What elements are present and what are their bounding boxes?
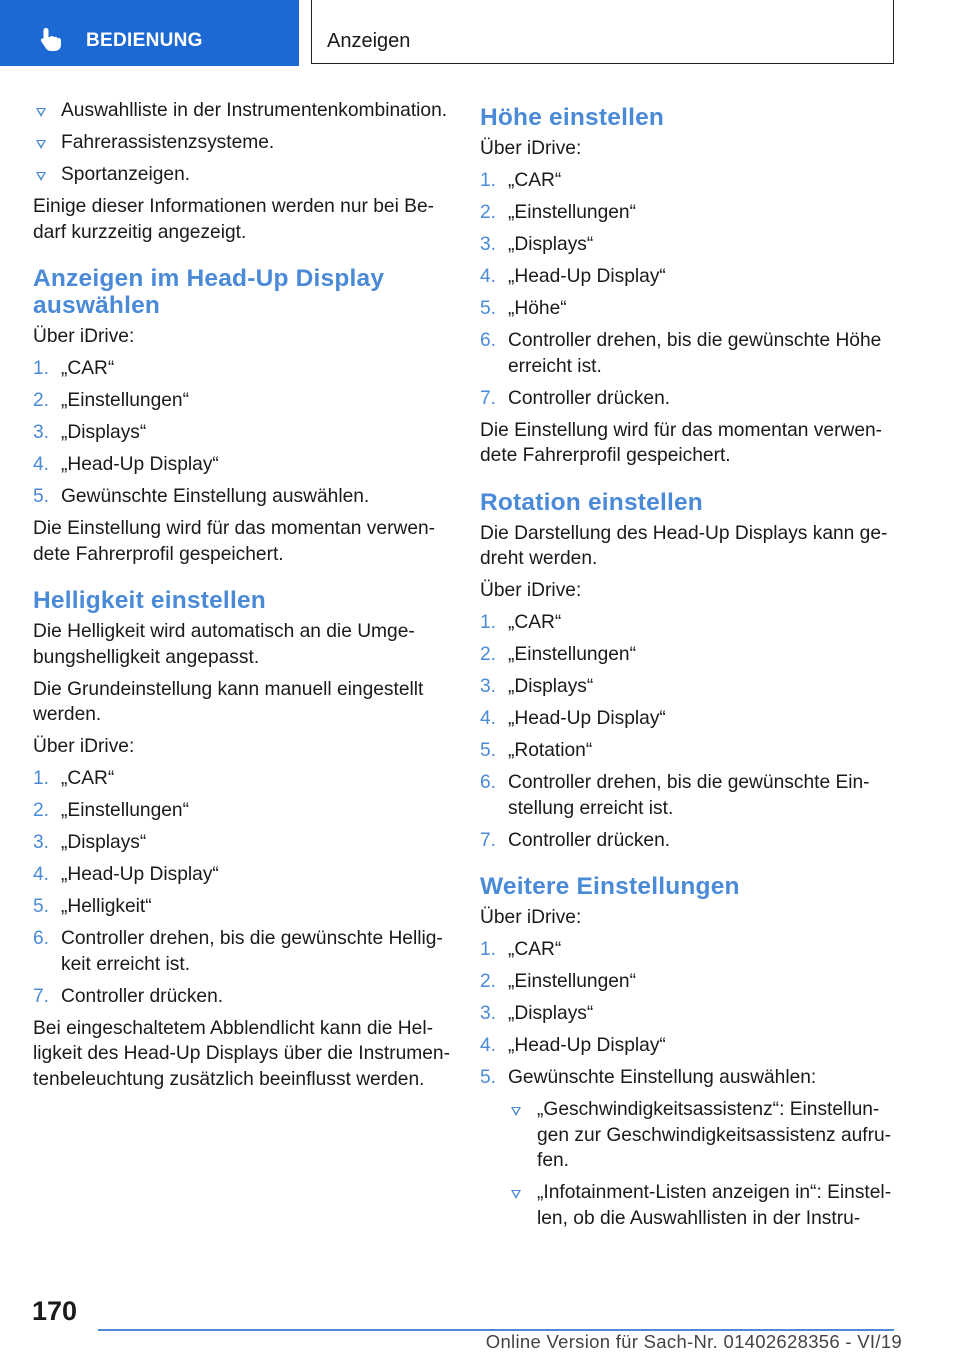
triangle-bullet-icon — [36, 108, 46, 117]
numbered-step: 3. „Displays“ — [480, 676, 594, 697]
numbered-step: 1. „CAR“ — [33, 768, 115, 789]
numbered-step: 1. „CAR“ — [33, 358, 115, 379]
numbered-step: 1. „CAR“ — [480, 612, 562, 633]
numbered-step: 7. Controller drücken. — [480, 387, 671, 409]
paragraph: Die Grundeinstellung kann manuell eingestellt werden. — [33, 678, 424, 725]
list-item: Sportanzeigen. — [33, 162, 451, 188]
numbered-step: 3. „Displays“ — [33, 832, 147, 853]
numbered-step: 7. Controller drücken. — [480, 829, 671, 851]
chapter-title: Anzeigen — [327, 30, 411, 52]
paragraph: Über iDrive: — [480, 907, 582, 928]
paragraph: Über iDrive: — [480, 580, 582, 601]
numbered-step: 7. Controller drücken. — [33, 985, 224, 1007]
numbered-step: 5. Gewünschte Einstellung auswählen. — [33, 486, 370, 507]
chapter-tab — [311, 0, 894, 64]
section-heading: Höhe einstellen — [480, 104, 665, 131]
sub-list-item: „Infotainment-Listen anzeigen in“: Einstel-len, ob die Auswahllisten in der Instru- — [508, 1180, 898, 1231]
paragraph: Über iDrive: — [33, 736, 135, 757]
footer-text: Online Version für Sach-Nr. 01402628356 - VI/19 — [485, 1331, 902, 1352]
numbered-step: 5. Gewünschte Einstellung auswählen: „Geschwindigkeitsassistenz“: Einstellun-gen zur Geschwindigkeitsassistenz aufru-fen. „Infotainment-Listen anzeigen in“: Einstel-len, ob die Auswahllisten in der Instru- — [480, 1065, 898, 1231]
section-heading: Helligkeit einstellen — [33, 587, 266, 614]
page-number: 170 — [32, 1296, 78, 1326]
numbered-step: 2. „Einstellungen“ — [480, 971, 636, 992]
numbered-step: 4. „Head-Up Display“ — [480, 266, 666, 287]
paragraph: Über iDrive: — [33, 326, 135, 347]
section-heading: Weitere Einstellungen — [480, 873, 740, 900]
numbered-step: 5. „Rotation“ — [480, 740, 593, 761]
paragraph: Die Einstellung wird für das momentan verwen-dete Fahrerprofil gespeichert. — [480, 419, 883, 466]
paragraph: Einige dieser Informationen werden nur bei Be-darf kurzzeitig angezeigt. — [33, 196, 435, 243]
numbered-step: 6. Controller drehen, bis die gewünschte Hellig-keit erreicht ist. — [33, 928, 443, 975]
paragraph: Bei eingeschaltetem Abblendlicht kann die Hel-ligkeit des Head-Up Displays über die Instrumen-tenbeleuchtung zusätzlich beeinflusst werden. — [33, 1017, 450, 1090]
paragraph: Die Darstellung des Head-Up Displays kann ge-dreht werden. — [480, 522, 888, 569]
numbered-step: 6. Controller drehen, bis die gewünschte Ein-stellung erreicht ist. — [480, 772, 870, 819]
numbered-step: 5. „Helligkeit“ — [33, 896, 152, 917]
numbered-step: 2. „Einstellungen“ — [480, 202, 636, 223]
numbered-step: 2. „Einstellungen“ — [33, 390, 189, 411]
paragraph: Die Helligkeit wird automatisch an die Umge-bungshelligkeit angepasst. — [33, 621, 415, 668]
right-column — [480, 98, 898, 1238]
section-heading: Rotation einstellen — [480, 488, 703, 516]
numbered-step: 5. „Höhe“ — [480, 298, 567, 319]
numbered-step: 1. „CAR“ — [480, 939, 562, 960]
paragraph: Über iDrive: — [480, 138, 582, 159]
section-tab — [0, 0, 299, 66]
triangle-bullet-icon — [511, 1107, 521, 1116]
left-column — [33, 98, 451, 1099]
list-item: Fahrerassistenzsysteme. — [33, 130, 451, 156]
numbered-step: 4. „Head-Up Display“ — [480, 708, 666, 729]
numbered-step: 6. Controller drehen, bis die gewünschte Höhe erreicht ist. — [480, 330, 882, 377]
numbered-step: 4. „Head-Up Display“ — [480, 1035, 666, 1056]
triangle-bullet-icon — [511, 1190, 521, 1199]
numbered-step: 3. „Displays“ — [33, 422, 147, 443]
numbered-step: 3. „Displays“ — [480, 234, 594, 255]
numbered-step: 1. „CAR“ — [480, 170, 562, 191]
hand-pointer-icon — [38, 26, 64, 52]
section-title: BEDIENUNG — [86, 30, 203, 51]
numbered-step: 2. „Einstellungen“ — [33, 800, 189, 821]
list-item: Auswahlliste in der Instrumentenkombination. — [33, 98, 451, 124]
triangle-bullet-icon — [36, 172, 46, 181]
paragraph: Die Einstellung wird für das momentan verwen-dete Fahrerprofil gespeichert. — [33, 518, 436, 565]
numbered-step: 2. „Einstellungen“ — [480, 644, 636, 665]
numbered-step: 4. „Head-Up Display“ — [33, 864, 219, 885]
section-heading: Anzeigen im Head-Up Display auswählen — [33, 265, 385, 319]
sub-list-item: „Geschwindigkeitsassistenz“: Einstellun-gen zur Geschwindigkeitsassistenz aufru-fen. — [508, 1097, 898, 1174]
triangle-bullet-icon — [36, 140, 46, 149]
numbered-step: 3. „Displays“ — [480, 1003, 594, 1024]
numbered-step: 4. „Head-Up Display“ — [33, 454, 219, 475]
